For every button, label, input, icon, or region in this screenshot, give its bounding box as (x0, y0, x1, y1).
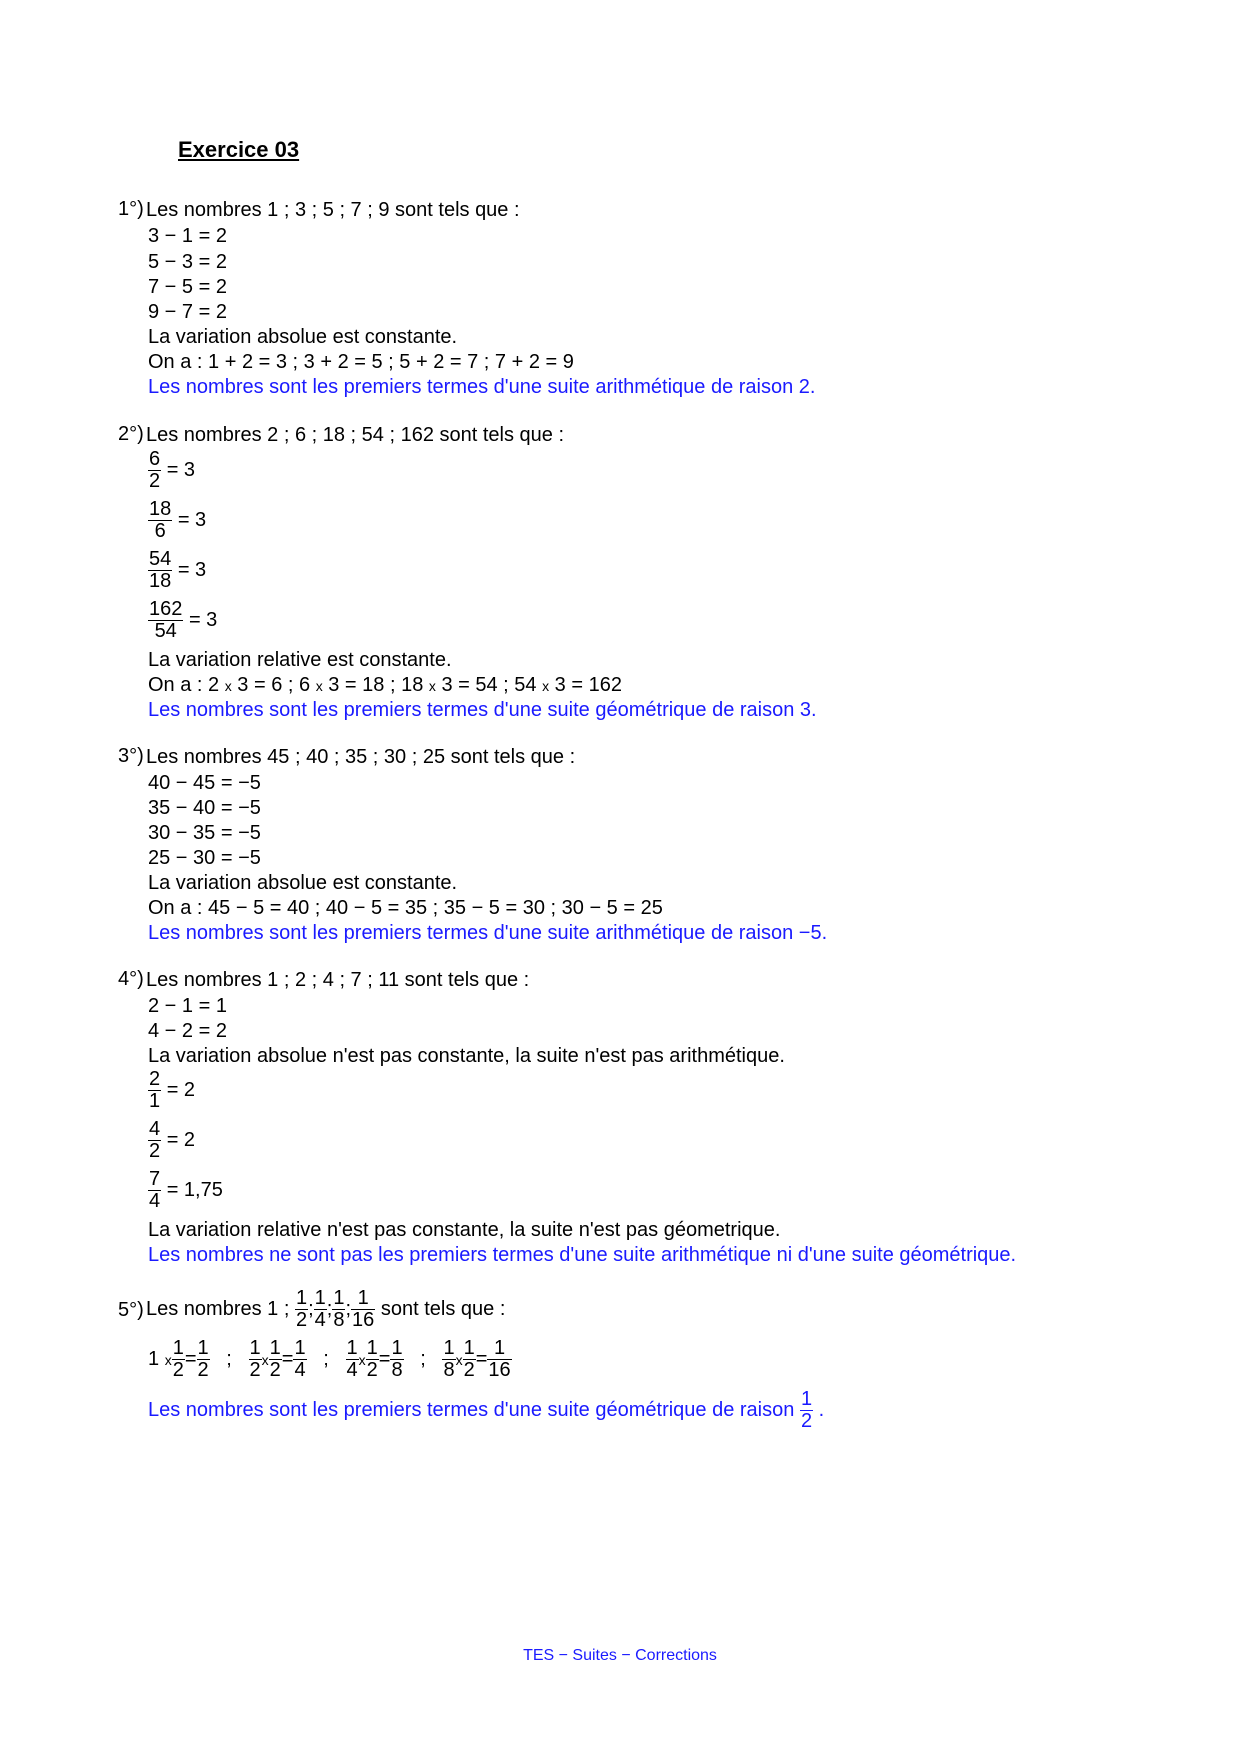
numerator: 1 (333, 1287, 345, 1309)
separator: ; (323, 1347, 329, 1370)
on-a-segment: 3 = 6 ; 6 (237, 674, 311, 696)
numerator: 54 (149, 548, 172, 570)
q4-conclusion: Les nombres ne sont pas les premiers termes d'une suite arithmétique ni d'une suite géométrique. (148, 1244, 1017, 1266)
numerator: 18 (149, 498, 172, 520)
denominator: 4 (346, 1359, 358, 1381)
numerator: 1 (800, 1388, 813, 1410)
q1-line-2: 5 − 3 = 2 (148, 251, 227, 273)
q2-on-a (148, 673, 622, 698)
exercise-title: Exercice 03 (178, 137, 300, 162)
numerator: 1 (172, 1337, 184, 1359)
q4-fraction-1 (148, 1069, 195, 1112)
separator: ; (420, 1347, 426, 1370)
question-1-statement: Les nombres 1 ; 3 ; 5 ; 7 ; 9 sont tels que : (146, 199, 520, 221)
on-a-segment: 3 = 18 ; 18 (328, 674, 424, 696)
result: = 1,75 (166, 1178, 223, 1201)
numerator: 1 (346, 1337, 358, 1359)
denominator: 2 (295, 1309, 308, 1331)
times-sign: x (455, 1351, 463, 1368)
statement-prefix: Les nombres 1 ; (146, 1297, 290, 1320)
q1-on-a: On a : 1 + 2 = 3 ; 3 + 2 = 5 ; 5 + 2 = 7 ; 7 + 2 = 9 (148, 351, 574, 373)
numerator: 4 (149, 1118, 161, 1140)
q3-line-2: 35 − 40 = −5 (148, 797, 261, 819)
denominator: 4 (294, 1359, 306, 1381)
times-sign: x (358, 1351, 366, 1368)
denominator: 2 (149, 1140, 161, 1162)
operand: 1 (148, 1347, 160, 1370)
denominator: 1 (149, 1090, 161, 1112)
numerator: 2 (149, 1068, 161, 1090)
denominator: 16 (488, 1359, 511, 1381)
q4-fraction-3 (148, 1169, 223, 1212)
q4-line-1: 2 − 1 = 1 (148, 995, 227, 1017)
denominator: 2 (172, 1359, 184, 1381)
numerator: 162 (149, 598, 183, 620)
q2-variation: La variation relative est constante. (148, 649, 452, 671)
result: = 3 (177, 558, 207, 581)
equals-sign: = (281, 1347, 294, 1370)
q3-variation: La variation absolue est constante. (148, 872, 458, 894)
numerator: 1 (351, 1288, 375, 1310)
q2-fraction-2 (148, 499, 206, 542)
q1-line-4: 9 − 7 = 2 (148, 301, 227, 323)
times-sign: x (315, 678, 323, 694)
q3-line-4: 25 − 30 = −5 (148, 847, 261, 869)
numerator: 1 (314, 1287, 326, 1309)
q2-fraction-1 (148, 449, 195, 492)
q1-conclusion: Les nombres sont les premiers termes d'une suite arithmétique de raison 2. (148, 376, 816, 398)
denominator: 6 (154, 520, 166, 542)
q3-line-3: 30 − 35 = −5 (148, 822, 261, 844)
denominator: 18 (149, 570, 172, 592)
q1-variation: La variation absolue est constante. (148, 326, 458, 348)
denominator: 2 (197, 1359, 209, 1381)
question-5-statement (146, 1288, 505, 1331)
separator: ; (226, 1347, 232, 1370)
conclusion-text: Les nombres sont les premiers termes d'une suite géométrique de raison (148, 1398, 795, 1421)
denominator: 2 (249, 1359, 261, 1381)
separator: ; (326, 1297, 333, 1320)
numerator: 7 (149, 1168, 161, 1190)
numerator: 1 (366, 1337, 378, 1359)
q1-line-1: 3 − 1 = 2 (148, 225, 227, 247)
q5-conclusion (148, 1389, 824, 1432)
equals-sign: = (475, 1347, 488, 1370)
statement-suffix: sont tels que : (380, 1297, 506, 1320)
q3-line-1: 40 − 45 = −5 (148, 772, 261, 794)
question-4-statement: Les nombres 1 ; 2 ; 4 ; 7 ; 11 sont tels que : (146, 969, 530, 991)
on-a-prefix: On a : 2 (148, 674, 220, 696)
denominator: 2 (269, 1359, 281, 1381)
times-sign: x (261, 1351, 269, 1368)
q4-variation-relative: La variation relative n'est pas constante, la suite n'est pas géometrique. (148, 1219, 781, 1241)
denominator: 16 (352, 1309, 375, 1331)
result: = 3 (177, 508, 207, 531)
times-sign: x (428, 678, 436, 694)
question-4-number: 4°) (118, 968, 144, 990)
result: = 2 (166, 1128, 196, 1151)
equals-sign: = (378, 1347, 391, 1370)
question-3-number: 3°) (118, 745, 144, 767)
numerator: 1 (295, 1287, 308, 1309)
question-3-statement: Les nombres 45 ; 40 ; 35 ; 30 ; 25 sont tels que : (146, 746, 576, 768)
page-footer: TES − Suites − Corrections (523, 1647, 717, 1664)
denominator: 2 (463, 1359, 475, 1381)
separator: ; (308, 1297, 314, 1320)
times-sign: x (224, 678, 232, 694)
q1-line-3: 7 − 5 = 2 (148, 276, 227, 298)
denominator: 2 (366, 1359, 378, 1381)
q4-line-2: 4 − 2 = 2 (148, 1020, 227, 1042)
on-a-segment: 3 = 54 ; 54 (441, 674, 537, 696)
question-2-statement: Les nombres 2 ; 6 ; 18 ; 54 ; 162 sont tels que : (146, 424, 565, 446)
numerator: 1 (463, 1337, 475, 1359)
q3-on-a: On a : 45 − 5 = 40 ; 40 − 5 = 35 ; 35 − 5 = 30 ; 30 − 5 = 25 (148, 897, 663, 919)
denominator: 2 (149, 470, 161, 492)
numerator: 1 (269, 1337, 281, 1359)
numerator: 1 (487, 1338, 511, 1360)
numerator: 1 (443, 1337, 455, 1359)
denominator: 4 (149, 1190, 161, 1212)
result: = 3 (188, 608, 218, 631)
question-2-number: 2°) (118, 423, 144, 445)
on-a-segment: 3 = 162 (554, 674, 622, 696)
question-5-number: 5°) (118, 1299, 144, 1321)
separator: ; (345, 1297, 352, 1320)
times-sign: x (164, 1351, 172, 1368)
denominator: 4 (314, 1309, 326, 1331)
denominator: 8 (391, 1359, 403, 1381)
numerator: 1 (249, 1337, 261, 1359)
denominator: 2 (800, 1410, 813, 1432)
result: = 3 (166, 458, 196, 481)
question-1-number: 1°) (118, 198, 144, 220)
numerator: 1 (391, 1337, 403, 1359)
q3-conclusion: Les nombres sont les premiers termes d'une suite arithmétique de raison −5. (148, 922, 828, 944)
result: = 2 (166, 1078, 196, 1101)
numerator: 1 (197, 1337, 209, 1359)
conclusion-period: . (818, 1398, 825, 1421)
numerator: 1 (294, 1337, 306, 1359)
numerator: 6 (149, 448, 161, 470)
denominator: 54 (154, 620, 177, 642)
q2-fraction-4 (148, 599, 217, 642)
q4-variation-absolue: La variation absolue n'est pas constante, la suite n'est pas arithmétique. (148, 1045, 785, 1067)
equals-sign: = (184, 1347, 197, 1370)
q4-fraction-2 (148, 1119, 195, 1162)
denominator: 8 (333, 1309, 345, 1331)
q2-fraction-3 (148, 549, 206, 592)
denominator: 8 (443, 1359, 455, 1381)
q2-conclusion: Les nombres sont les premiers termes d'une suite géométrique de raison 3. (148, 699, 817, 721)
q5-products (148, 1338, 512, 1381)
times-sign: x (542, 678, 550, 694)
